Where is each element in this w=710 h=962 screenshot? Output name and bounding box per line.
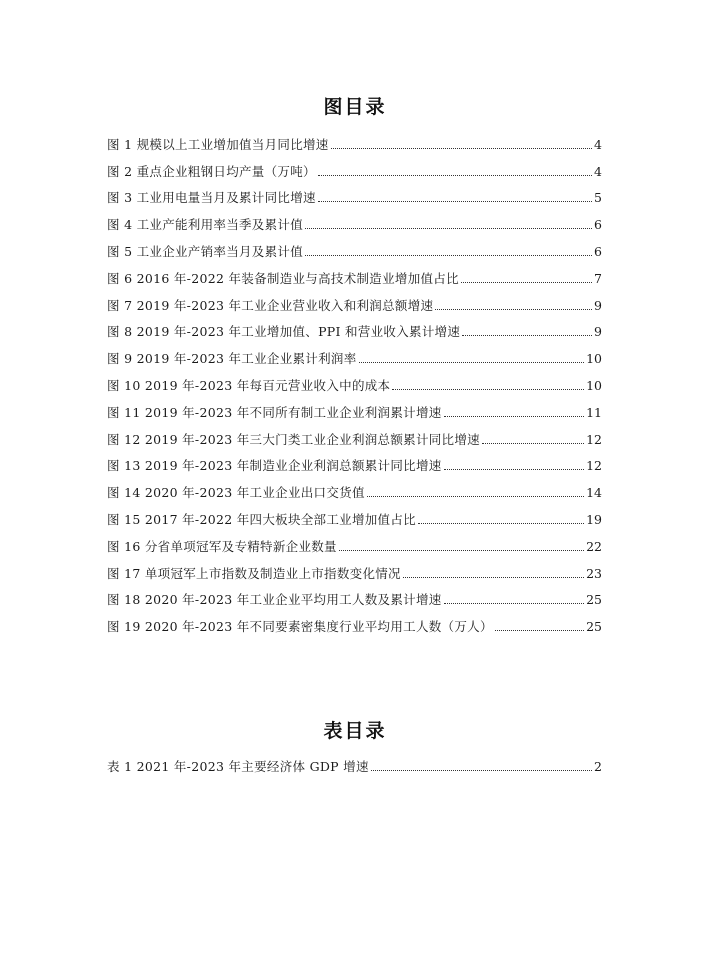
- figure-toc-entry-page-number: 19: [586, 511, 602, 527]
- dot-leader: [305, 227, 592, 229]
- figure-toc-entry[interactable]: [107, 528, 602, 555]
- dot-leader: [318, 200, 592, 202]
- dot-leader: [305, 254, 592, 256]
- figure-toc-entry-title: 图 14 2020 年-2023 年工业企业出口交货值: [107, 485, 365, 501]
- dot-leader: [482, 442, 584, 444]
- figure-toc-entry-page-number: 22: [586, 538, 602, 554]
- figure-toc-entry-page-number: 4: [594, 163, 602, 179]
- figure-toc-entry-title: 图 8 2019 年-2023 年工业增加值、PPI 和营业收入累计增速: [107, 324, 461, 340]
- figure-toc-entry[interactable]: [107, 501, 602, 528]
- figure-toc-entry-title: 图 6 2016 年-2022 年装备制造业与高技术制造业增加值占比: [107, 270, 459, 286]
- figure-toc-entry-title: 图 18 2020 年-2023 年工业企业平均用工人数及累计增速: [107, 592, 442, 608]
- figure-toc-entry[interactable]: [107, 421, 602, 448]
- dot-leader: [444, 415, 585, 417]
- figure-toc-entry-title: 图 3 工业用电量当月及累计同比增速: [107, 190, 316, 206]
- dot-leader: [435, 308, 592, 310]
- figure-toc-entry[interactable]: [107, 126, 602, 153]
- figure-toc-entry-title: 图 12 2019 年-2023 年三大门类工业企业利润总额累计同比增速: [107, 431, 480, 447]
- figure-toc-entry[interactable]: [107, 474, 602, 501]
- figure-toc-entry[interactable]: [107, 180, 602, 207]
- tables-toc-list: [107, 748, 602, 775]
- tables-heading: 表目录: [323, 720, 387, 742]
- figure-toc-entry-page-number: 11: [586, 404, 602, 420]
- dot-leader: [495, 629, 584, 631]
- dot-leader: [318, 174, 592, 176]
- dot-leader: [367, 495, 584, 497]
- figure-toc-entry[interactable]: [107, 287, 602, 314]
- dot-leader: [418, 522, 584, 524]
- dot-leader: [331, 147, 592, 149]
- figure-toc-entry[interactable]: [107, 555, 602, 582]
- figure-toc-entry-page-number: 10: [586, 377, 602, 393]
- table-toc-entry-page-number: 2: [594, 758, 602, 774]
- table-toc-entry[interactable]: [107, 748, 602, 775]
- dot-leader: [371, 769, 592, 771]
- table-toc-entry-title: 表 1 2021 年-2023 年主要经济体 GDP 增速: [107, 758, 369, 774]
- figure-toc-entry-title: 图 17 单项冠军上市指数及制造业上市指数变化情况: [107, 565, 401, 581]
- figure-toc-entry[interactable]: [107, 394, 602, 421]
- dot-leader: [359, 361, 585, 363]
- figure-toc-entry[interactable]: [107, 233, 602, 260]
- figure-toc-entry-page-number: 10: [586, 351, 602, 367]
- figure-toc-entry-page-number: 5: [594, 190, 602, 206]
- figure-toc-entry[interactable]: [107, 367, 602, 394]
- dot-leader: [444, 468, 585, 470]
- dot-leader: [392, 388, 584, 390]
- figure-toc-entry-page-number: 9: [594, 297, 602, 313]
- figure-toc-entry[interactable]: [107, 608, 602, 635]
- figure-toc-entry-page-number: 14: [586, 485, 602, 501]
- figure-toc-entry-title: 图 7 2019 年-2023 年工业企业营业收入和利润总额增速: [107, 297, 434, 313]
- figure-toc-entry[interactable]: [107, 153, 602, 180]
- dot-leader: [461, 281, 592, 283]
- figure-toc-entry-page-number: 7: [594, 270, 602, 286]
- figure-toc-entry-title: 图 15 2017 年-2022 年四大板块全部工业增加值占比: [107, 511, 416, 527]
- figure-toc-entry-page-number: 23: [586, 565, 602, 581]
- figure-toc-entry-title: 图 16 分省单项冠军及专精特新企业数量: [107, 538, 337, 554]
- figure-toc-entry-title: 图 19 2020 年-2023 年不同要素密集度行业平均用工人数（万人）: [107, 619, 493, 635]
- figure-toc-entry-title: 图 11 2019 年-2023 年不同所有制工业企业利润累计增速: [107, 404, 442, 420]
- figure-toc-entry[interactable]: [107, 448, 602, 475]
- figure-toc-entry-page-number: 6: [594, 243, 602, 259]
- figure-toc-entry[interactable]: [107, 582, 602, 609]
- figure-toc-entry-title: 图 13 2019 年-2023 年制造业企业利润总额累计同比增速: [107, 458, 442, 474]
- figure-toc-entry-page-number: 25: [586, 619, 602, 635]
- figure-toc-entry[interactable]: [107, 206, 602, 233]
- figure-toc-entry-title: 图 1 规模以上工业增加值当月同比增速: [107, 136, 329, 152]
- dot-leader: [444, 602, 585, 604]
- figure-toc-entry[interactable]: [107, 260, 602, 287]
- dot-leader: [462, 334, 592, 336]
- figures-heading: 图目录: [323, 96, 387, 118]
- figure-toc-entry-page-number: 6: [594, 217, 602, 233]
- figure-toc-entry-page-number: 9: [594, 324, 602, 340]
- figure-toc-entry-title: 图 2 重点企业粗钢日均产量（万吨）: [107, 163, 316, 179]
- figure-toc-entry-page-number: 25: [586, 592, 602, 608]
- dot-leader: [339, 549, 584, 551]
- figure-toc-entry-page-number: 12: [586, 458, 602, 474]
- figure-toc-entry[interactable]: [107, 340, 602, 367]
- figure-toc-entry-title: 图 10 2019 年-2023 年每百元营业收入中的成本: [107, 377, 391, 393]
- figure-toc-entry-page-number: 4: [594, 136, 602, 152]
- figure-toc-entry[interactable]: [107, 314, 602, 341]
- figures-toc-list: [107, 126, 602, 635]
- figure-toc-entry-title: 图 4 工业产能利用率当季及累计值: [107, 217, 304, 233]
- figure-toc-entry-title: 图 5 工业企业产销率当月及累计值: [107, 243, 304, 259]
- dot-leader: [403, 576, 584, 578]
- figure-toc-entry-title: 图 9 2019 年-2023 年工业企业累计利润率: [107, 351, 357, 367]
- figure-toc-entry-page-number: 12: [586, 431, 602, 447]
